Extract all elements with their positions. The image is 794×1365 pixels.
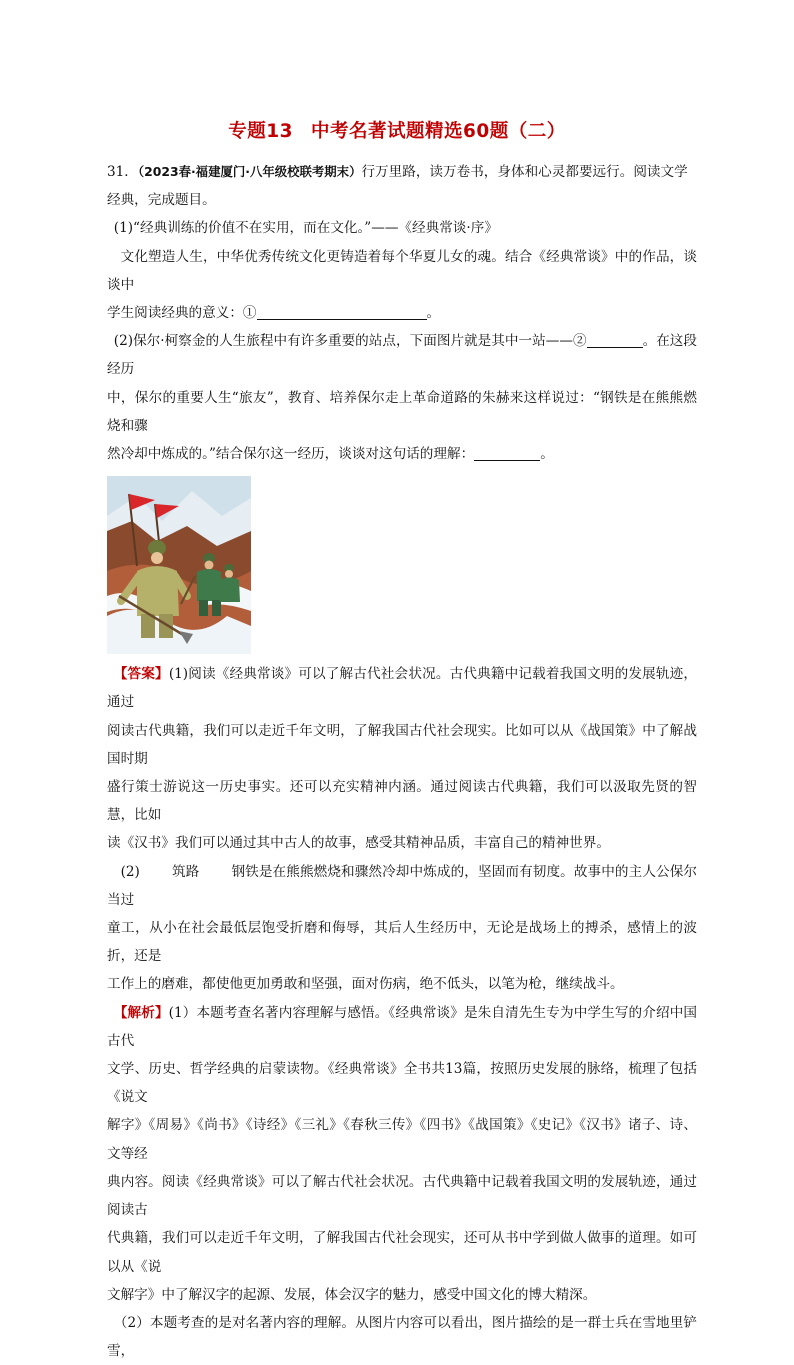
analysis-1-line4: 典内容。阅读《经典常谈》可以了解古代社会状况。古代典籍中记载着我国文明的发展轨迹，通过阅读古	[107, 1173, 697, 1219]
page-title	[0, 117, 794, 143]
analysis-part2: （2）本题考查的是对名著内容的理解。从图片内容可以看出，图片描绘的是一群士兵在雪地里铲雪，	[107, 1314, 697, 1360]
soldiers-in-snow-illustration	[107, 476, 251, 654]
answer-2-keyword: 筑路	[171, 863, 200, 880]
answer-blank-1[interactable]	[257, 303, 427, 320]
question-intro: 行万里路，读万卷书，身体和心灵都要远行。阅读文学	[361, 164, 688, 180]
document-body	[107, 158, 697, 1365]
analysis-1-line1: (1）本题考查名著内容理解与感悟。《经典常谈》是朱自清先生专为中学生写的介绍中国古代	[107, 1004, 698, 1049]
title-main: 专题13	[228, 121, 293, 142]
answer-2-line3: 工作上的磨难，都使他更加勇敢和坚强，面对伤病，绝不低头，以笔为枪，继续战斗。	[107, 976, 624, 993]
analysis-1-line5: 代典籍，我们可以走近千年文明，了解我国古代社会现实，还可从书中学到做人做事的道理。如可以从《说	[107, 1230, 697, 1275]
answer-1-line4: 读《汉书》我们可以通过其中古人的故事，感受其精神品质，丰富自己的精神世界。	[107, 835, 610, 852]
part1-text-2a: 学生阅读经典的意义：①	[107, 305, 257, 322]
analysis-1-line2: 文学、历史、哲学经典的启蒙读物。《经典常谈》全书共13篇，按照历史发展的脉络，梳理了包括《说文	[107, 1061, 697, 1106]
answer-1-line2: 阅读古代典籍，我们可以走近千年文明，了解我国古代社会现实。比如可以从《战国策》中了解战国时期	[107, 722, 697, 767]
analysis-tag: 【解析】	[113, 1004, 169, 1021]
answer-blank-2[interactable]	[587, 331, 643, 348]
part1-text-line2	[107, 299, 440, 327]
part2-text-1a: (2)保尔·柯察金的人生旅程中有许多重要的站点，下面图片就是其中一站——②	[113, 333, 587, 350]
answer-blank-3[interactable]	[474, 444, 540, 461]
question-stem	[107, 158, 697, 214]
answer-2-line1: 钢铁是在熊熊燃烧和骤然冷却中炼成的，坚固而有韧度。故事中的主人公保尔当过	[107, 863, 698, 908]
analysis-section	[107, 999, 697, 1309]
answer-1-line3: 盛行策士游说这一历史事实。还可以充实精神内涵。通过阅读古代典籍，我们可以汲取先贤的智慧，比如	[107, 779, 697, 824]
title-sub: 中考名著试题精选60题（二）	[311, 121, 566, 142]
answer-section	[107, 660, 697, 857]
question-source: （2023春·福建厦门·八年级校联考期末）	[137, 164, 362, 179]
question-number: 31．	[107, 164, 138, 180]
answer-1-line1: (1)阅读《经典常谈》可以了解古代社会状况。古代典籍中记载着我国文明的发展轨迹，通过	[107, 666, 698, 711]
part2-text-3b: 。	[540, 446, 554, 463]
answer-part2	[107, 858, 697, 999]
part2-text-3a: 然冷却中炼成的。”结合保尔这一经历，谈谈对这句话的理解：	[107, 446, 475, 463]
part2-prompt	[107, 327, 697, 468]
part1-text-2b: 。	[426, 305, 441, 322]
part1-text-line1: 文化塑造人生，中华优秀传统文化更铸造着每个华夏儿女的魂。结合《经典常谈》中的作品，谈谈中	[107, 248, 697, 293]
part1-quote: (1)“经典训练的价值不在实用，而在文化。”——《经典常谈·序》	[113, 220, 498, 237]
answer-2-number: (2)	[120, 863, 140, 880]
answer-2-line2: 童工，从小在社会最低层饱受折磨和侮辱，其后人生经历中，无论是战场上的搏杀，感情上的波折，还是	[107, 920, 697, 965]
analysis-1-line3: 解字》《周易》《尚书》《诗经》《三礼》《春秋三传》《四书》《战国策》《史记》《汉书》诸子、诗、文等经	[107, 1117, 697, 1162]
part1-prompt	[107, 243, 697, 328]
answer-tag: 【答案】	[113, 666, 169, 683]
part2-text-2: 中，保尔的重要人生“旅友”，教育、培养保尔走上革命道路的朱赫来这样说过：“钢铁是在熊熊燃烧和骤	[107, 389, 697, 434]
part2-text-1b: 。在这段经历	[107, 333, 698, 378]
question-intro-cont: 经典，完成题目。	[107, 192, 216, 209]
analysis-1-line6: 文解字》中了解汉字的起源、发展，体会汉字的魅力，感受中国文化的博大精深。	[107, 1286, 597, 1303]
